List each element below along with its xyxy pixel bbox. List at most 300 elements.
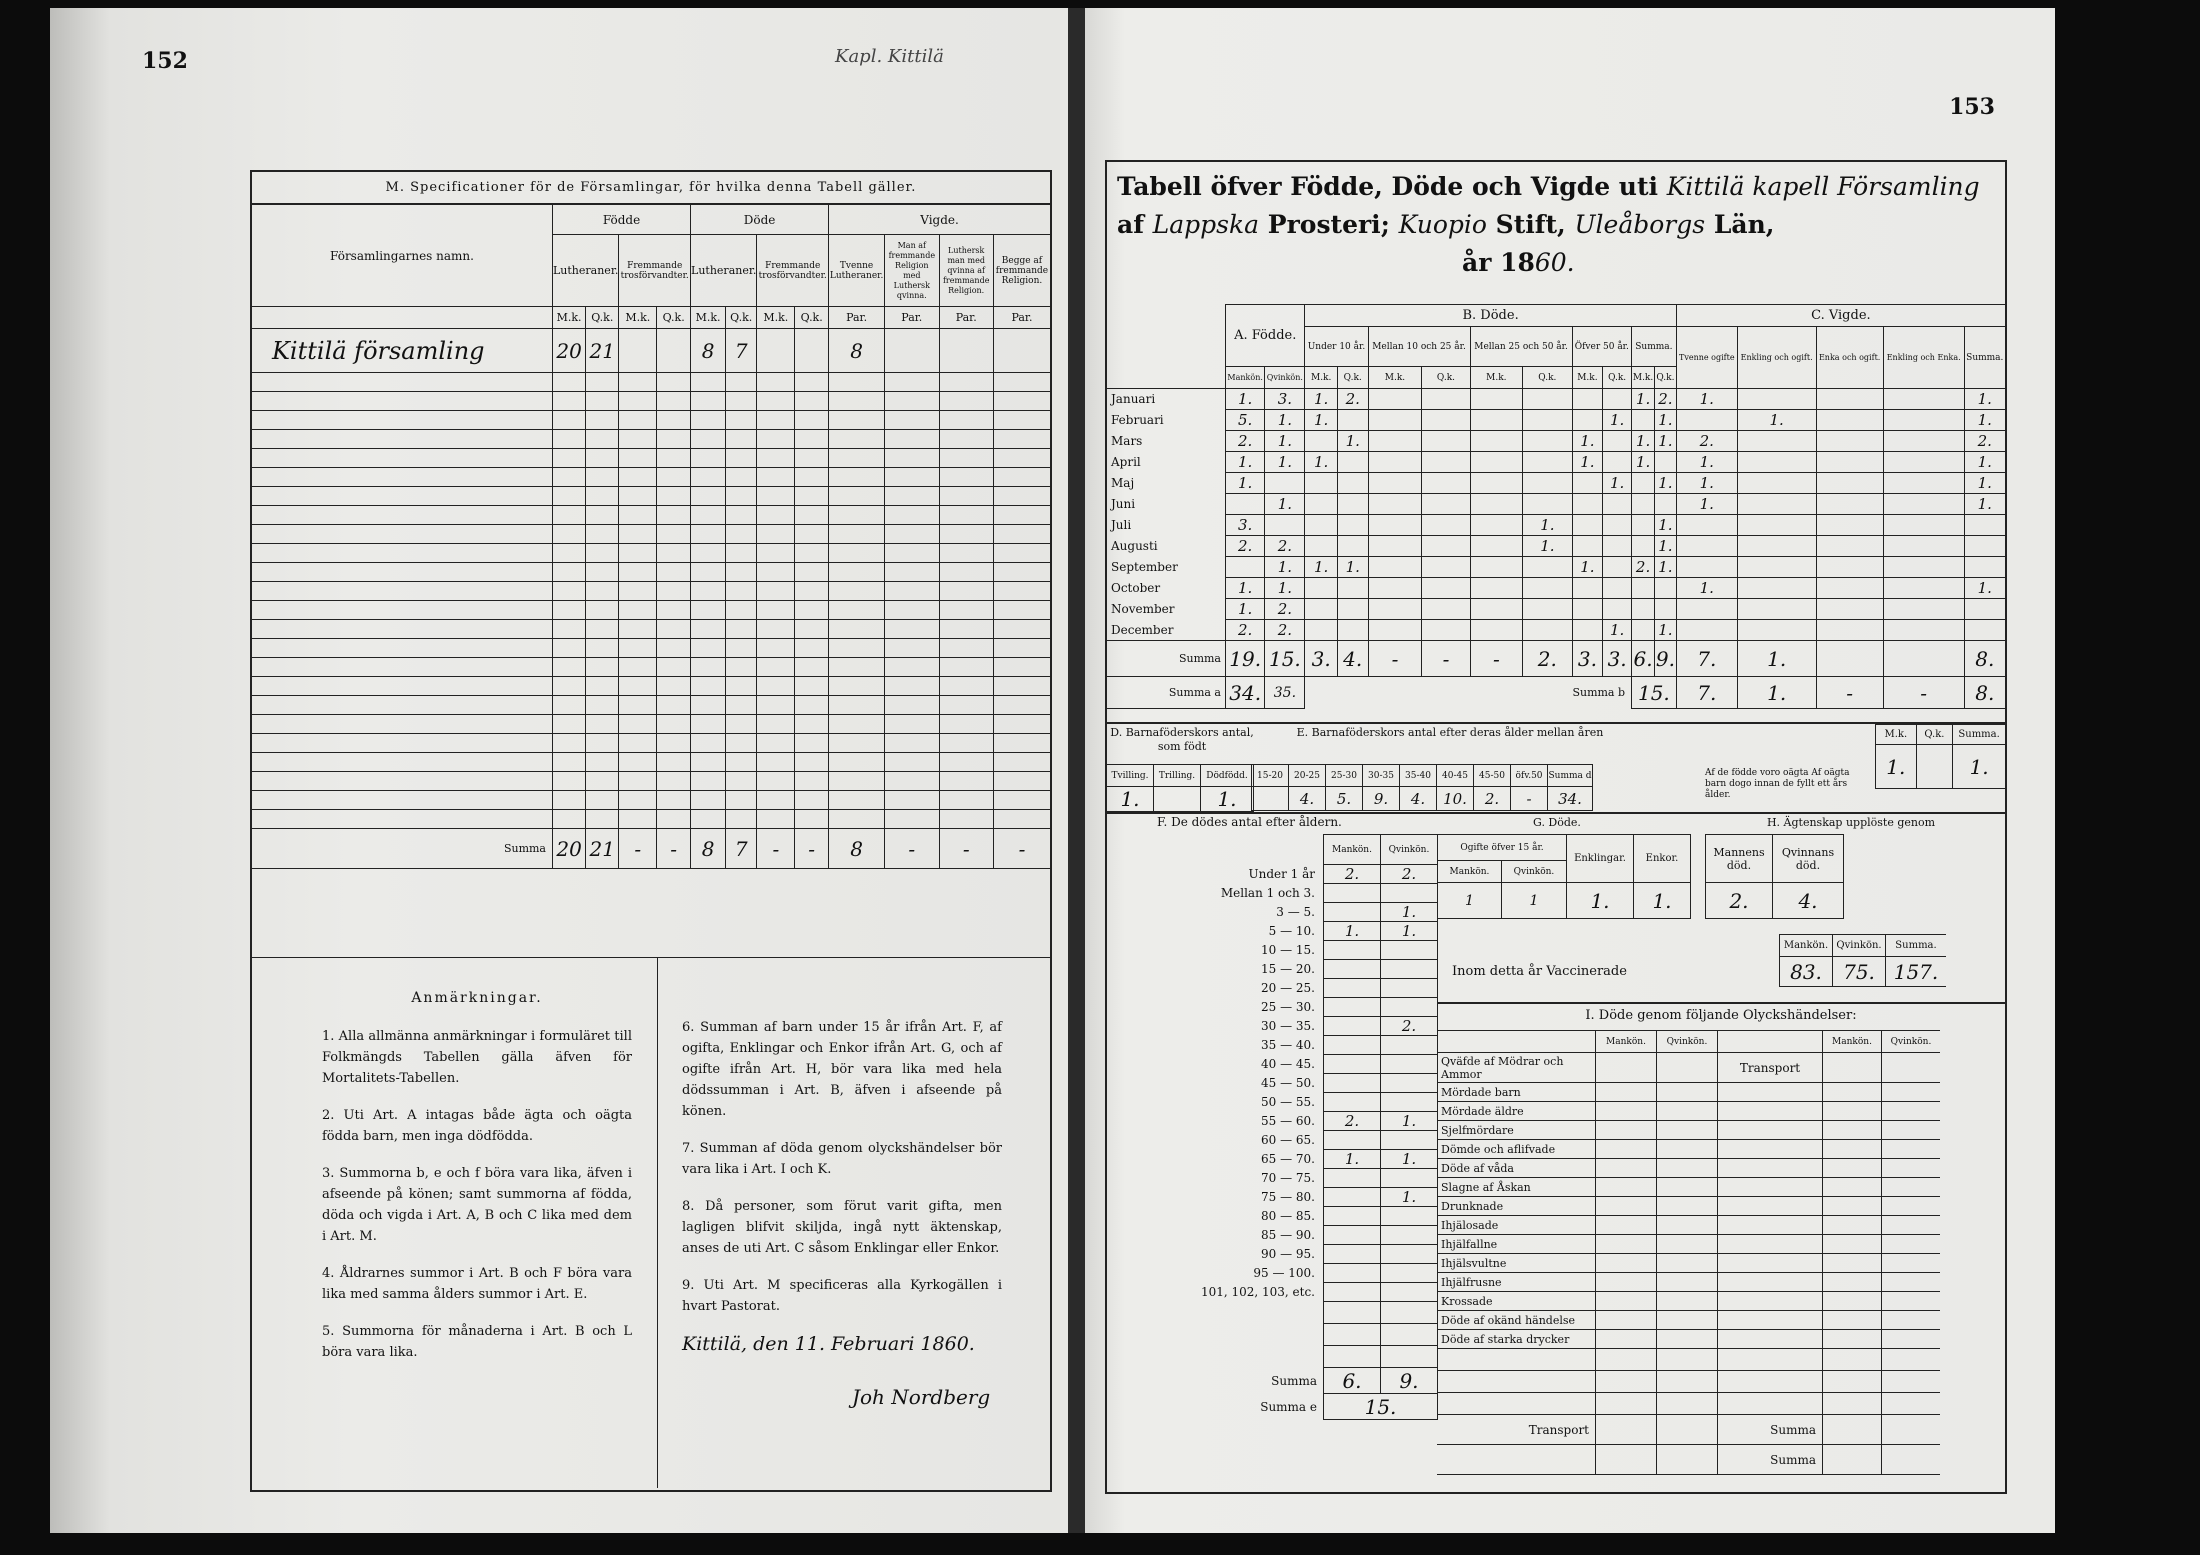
blank-cell <box>757 734 795 753</box>
month-value-cell: 1. <box>1305 452 1338 473</box>
blank-cell <box>586 468 619 487</box>
note-1: 1. Alla allmänna anmärkningar i formuläret till Folkmängds Tabellen gälla äfven för Mortalitets-Tabellen. <box>322 1029 632 1086</box>
month-value-cell <box>1816 389 1883 410</box>
month-value-cell <box>1470 410 1523 431</box>
month-value-cell <box>1737 578 1816 599</box>
month-value-cell <box>1305 515 1338 536</box>
f-qvinkon-cell <box>1381 1036 1438 1055</box>
month-value-cell: 1. <box>1964 410 2005 431</box>
h-title: H. Ägtenskap upplöste genom <box>1766 816 1936 829</box>
blank-cell <box>993 449 1050 468</box>
month-value-cell <box>1470 578 1523 599</box>
month-row <box>1107 431 2005 452</box>
blank-cell <box>619 506 657 525</box>
h-col: Mannens död. <box>1706 835 1773 883</box>
i-accident-row <box>1437 1159 1940 1178</box>
i-mankon-cell <box>1823 1159 1882 1178</box>
blank-cell <box>726 582 757 601</box>
blank-cell <box>619 487 657 506</box>
month-value-cell <box>1337 578 1368 599</box>
blank-cell <box>829 525 885 544</box>
form-frame <box>250 170 1052 1492</box>
month-value-cell <box>1816 452 1883 473</box>
header-c-sub: Summa. <box>1964 327 2005 389</box>
blank-cell <box>252 411 553 430</box>
f-mankon-cell <box>1324 960 1381 979</box>
col-mk: M.k. <box>757 307 795 329</box>
month-value-cell <box>1305 494 1338 515</box>
i-head-qvinkon-2: Qvinkön. <box>1882 1031 1941 1053</box>
col-qk: Q.k. <box>795 307 829 329</box>
blank-cell <box>885 392 939 411</box>
g-col: Enklingar. <box>1567 835 1634 883</box>
month-value-cell <box>1368 536 1422 557</box>
header-lutheraner-dode: Lutheraner. <box>691 235 757 307</box>
blank-cell <box>829 449 885 468</box>
blank-cell <box>691 639 726 658</box>
f-age-label: 50 — 55. <box>1261 1095 1315 1109</box>
i-accident-label: Ihjälfrusne <box>1437 1273 1596 1292</box>
month-value-cell: 2. <box>1964 431 2005 452</box>
month-value-cell <box>1422 599 1470 620</box>
f-mankon-cell: 1. <box>1324 1150 1381 1169</box>
blank-cell <box>829 639 885 658</box>
i-qvinkon-cell <box>1882 1292 1941 1311</box>
blank-cell <box>829 715 885 734</box>
blank-cell <box>885 582 939 601</box>
blank-cell <box>939 791 993 810</box>
f-head-mankon: Mankön. <box>1324 835 1381 865</box>
blank-cell <box>553 468 586 487</box>
blank-cell <box>657 430 691 449</box>
blank-cell <box>691 525 726 544</box>
blank-cell <box>657 392 691 411</box>
blank-cell <box>586 620 619 639</box>
f-age-label: 20 — 25. <box>1261 981 1315 995</box>
f-age-label: 85 — 90. <box>1261 1228 1315 1242</box>
blank-cell <box>252 582 553 601</box>
e-val: 10. <box>1437 787 1474 811</box>
month-value-cell <box>1676 536 1737 557</box>
e-table <box>1251 764 1593 811</box>
page-number-right: 153 <box>1949 94 1995 120</box>
blank-cell <box>726 715 757 734</box>
month-row <box>1107 536 2005 557</box>
blank-row <box>252 525 1050 544</box>
i-accident-row <box>1437 1254 1940 1273</box>
blank-cell <box>829 620 885 639</box>
blank-cell <box>252 392 553 411</box>
header-c: C. Vigde. <box>1676 305 2005 327</box>
note-3: 3. Summorna b, e och f böra vara lika, äfven i afseende på könen; samt summorna af födda, döda och vigda i Art. A, B och C lika med dem i Art. M. <box>322 1166 632 1244</box>
blank-cell <box>657 449 691 468</box>
blank-cell <box>885 753 939 772</box>
b-head-mk: M.k. <box>1572 367 1603 389</box>
f-age-row <box>1107 1207 1438 1226</box>
f-mankon-cell <box>1324 903 1381 922</box>
f-mankon-cell <box>1324 1055 1381 1074</box>
month-value-cell: 3. <box>1265 389 1305 410</box>
blank-cell <box>993 411 1050 430</box>
month-value-cell <box>1737 515 1816 536</box>
blank-cell <box>795 734 829 753</box>
blank-cell <box>726 373 757 392</box>
blank-cell <box>252 430 553 449</box>
note-9: 9. Uti Art. M specificeras alla Kyrkogällen i hvart Pastorat. <box>682 1278 1002 1314</box>
f-summa-q: 9. <box>1381 1368 1438 1394</box>
blank-cell <box>939 620 993 639</box>
a-head-qvinkon: Qvinkön. <box>1265 367 1305 389</box>
d-val: 1. <box>1201 787 1254 812</box>
blank-cell <box>252 734 553 753</box>
i-transport-cell <box>1718 1159 1823 1178</box>
blank-cell <box>586 639 619 658</box>
summa-a-value: 34. <box>1226 677 1265 709</box>
blank-cell <box>795 506 829 525</box>
blank-cell <box>657 563 691 582</box>
page-number-left: 152 <box>142 48 188 74</box>
blank-cell <box>657 696 691 715</box>
header-c-sub: Enkling och Enka. <box>1883 327 1964 389</box>
f-age-label: 25 — 30. <box>1261 1000 1315 1014</box>
abc-summa-cell <box>1883 641 1964 677</box>
col-par: Par. <box>939 307 993 329</box>
f-mankon-cell <box>1324 998 1381 1017</box>
month-row <box>1107 410 2005 431</box>
blank-cell <box>795 582 829 601</box>
blank-cell <box>657 734 691 753</box>
blank-cell <box>829 791 885 810</box>
month-value-cell <box>1305 578 1338 599</box>
blank-cell <box>586 791 619 810</box>
blank-cell <box>691 392 726 411</box>
month-value-cell <box>1368 410 1422 431</box>
f-age-row <box>1107 941 1438 960</box>
blank-cell <box>619 772 657 791</box>
blank-cell <box>691 544 726 563</box>
month-row <box>1107 515 2005 536</box>
e-val: 2. <box>1474 787 1511 811</box>
blank-cell <box>795 791 829 810</box>
month-value-cell: 1. <box>1964 473 2005 494</box>
abc-summa-cell: 2. <box>1523 641 1572 677</box>
b-head-qk: Q.k. <box>1337 367 1368 389</box>
blank-cell <box>657 715 691 734</box>
month-value-cell <box>1603 557 1632 578</box>
header-dode: Döde <box>691 205 829 235</box>
month-label: Juli <box>1107 515 1226 536</box>
blank-cell <box>829 430 885 449</box>
ogta-head: Summa. <box>1953 725 2005 745</box>
month-value-cell <box>1265 473 1305 494</box>
month-value-cell <box>1737 557 1816 578</box>
abc-summa-cell: 7. <box>1676 641 1737 677</box>
blank-cell <box>939 582 993 601</box>
blank-cell <box>619 582 657 601</box>
blank-cell <box>726 487 757 506</box>
blank-cell <box>586 563 619 582</box>
summa-cell: - <box>885 829 939 869</box>
blank-cell <box>885 639 939 658</box>
month-value-cell <box>1368 389 1422 410</box>
f-summa-label: Summa <box>1271 1373 1317 1388</box>
blank-cell <box>657 506 691 525</box>
blank-cell <box>553 392 586 411</box>
blank-cell <box>829 810 885 829</box>
i-head-mankon: Mankön. <box>1596 1031 1657 1053</box>
i-qvinkon-cell <box>1657 1083 1718 1102</box>
month-value-cell: 1. <box>1305 410 1338 431</box>
month-value-cell: 1. <box>1305 389 1338 410</box>
month-value-cell <box>1572 515 1603 536</box>
summa-cell: - <box>939 829 993 869</box>
g-col: Ogifte öfver 15 år. <box>1438 835 1567 861</box>
i-mankon-cell <box>1823 1121 1882 1140</box>
month-value-cell <box>1523 620 1572 641</box>
header-c-sub: Enka och ogift. <box>1816 327 1883 389</box>
blank-cell <box>939 772 993 791</box>
i-mankon-cell <box>1596 1121 1657 1140</box>
blank-cell <box>939 696 993 715</box>
blank-cell <box>619 544 657 563</box>
month-value-cell <box>1964 515 2005 536</box>
blank-cell <box>252 525 553 544</box>
i-accident-label: Ihjälsvultne <box>1437 1254 1596 1273</box>
i-mankon-cell <box>1823 1102 1882 1121</box>
blank-cell <box>795 544 829 563</box>
i-accident-row <box>1437 1292 1940 1311</box>
header-vigde: Vigde. <box>829 205 1050 235</box>
note-5: 5. Summorna för månaderna i Art. B och L böra vara lika. <box>322 1324 632 1360</box>
f-age-label: 65 — 70. <box>1261 1152 1315 1166</box>
blank-cell <box>657 810 691 829</box>
blank-cell <box>586 544 619 563</box>
col-qk: Q.k. <box>586 307 619 329</box>
e-col: 45-50 <box>1474 765 1511 787</box>
blank-cell <box>619 392 657 411</box>
month-value-cell: 2. <box>1226 431 1265 452</box>
blank-cell <box>691 810 726 829</box>
month-label: Mars <box>1107 431 1226 452</box>
i-qvinkon-cell <box>1657 1178 1718 1197</box>
blank-cell <box>691 430 726 449</box>
blank-cell <box>939 734 993 753</box>
blank-cell <box>553 373 586 392</box>
blank-cell <box>885 715 939 734</box>
blank-cell <box>829 601 885 620</box>
blank-cell <box>726 392 757 411</box>
blank-row <box>252 658 1050 677</box>
e-val: 9. <box>1363 787 1400 811</box>
i-qvinkon-cell <box>1657 1053 1718 1083</box>
month-value-cell <box>1676 620 1737 641</box>
month-value-cell: 1. <box>1676 473 1737 494</box>
i-mankon-cell <box>1823 1197 1882 1216</box>
i-transport-cell <box>1718 1197 1823 1216</box>
i-transport-label: Transport <box>1437 1415 1596 1445</box>
i-accident-row <box>1437 1140 1940 1159</box>
month-value-cell <box>1422 557 1470 578</box>
blank-cell <box>726 639 757 658</box>
abc-summa-cell: 4. <box>1337 641 1368 677</box>
e-col: Summa d <box>1548 765 1593 787</box>
month-value-cell: 1. <box>1603 473 1632 494</box>
blank-cell <box>586 506 619 525</box>
blank-cell <box>586 677 619 696</box>
month-value-cell <box>1368 578 1422 599</box>
i-mankon-cell <box>1823 1254 1882 1273</box>
blank-cell <box>726 601 757 620</box>
blank-cell <box>619 753 657 772</box>
summa-label: Summa <box>252 829 553 869</box>
f-age-label: 3 — 5. <box>1276 905 1315 919</box>
month-value-cell <box>1632 410 1655 431</box>
month-value-cell <box>1337 599 1368 620</box>
blank-cell <box>553 810 586 829</box>
blank-cell <box>553 544 586 563</box>
month-value-cell: 1. <box>1265 410 1305 431</box>
month-value-cell <box>1572 599 1603 620</box>
month-value-cell: 1. <box>1265 557 1305 578</box>
blank-cell <box>993 373 1050 392</box>
i-table <box>1437 1030 1940 1475</box>
blank-cell <box>795 810 829 829</box>
vacc-val: 75. <box>1833 957 1886 987</box>
vacc-val: 83. <box>1780 957 1833 987</box>
month-value-cell <box>1523 452 1572 473</box>
month-value-cell: 1. <box>1265 578 1305 599</box>
i-transport-cell <box>1718 1102 1823 1121</box>
blank-cell <box>885 734 939 753</box>
f-head-qvinkon: Qvinkön. <box>1381 835 1438 865</box>
month-value-cell <box>1422 431 1470 452</box>
i-accident-row <box>1437 1235 1940 1254</box>
blank-cell <box>726 544 757 563</box>
col-mk: M.k. <box>619 307 657 329</box>
parish-entry: Kittilä församling <box>252 329 553 373</box>
blank-cell <box>939 468 993 487</box>
month-value-cell <box>1816 494 1883 515</box>
header-fodde: Födde <box>553 205 691 235</box>
i-mankon-cell <box>1823 1235 1882 1254</box>
blank-cell <box>829 373 885 392</box>
month-value-cell: 1. <box>1676 578 1737 599</box>
summa-cell: - <box>657 829 691 869</box>
f-qvinkon-cell <box>1381 1207 1438 1226</box>
f-qvinkon-cell: 2. <box>1381 1017 1438 1036</box>
blank-cell <box>726 658 757 677</box>
month-value-cell <box>1737 620 1816 641</box>
month-value-cell <box>1523 410 1572 431</box>
blank-cell <box>586 715 619 734</box>
f-mankon-cell <box>1324 1207 1381 1226</box>
blank-cell <box>795 411 829 430</box>
d-table <box>1107 764 1254 812</box>
f-mankon-cell <box>1324 1264 1381 1283</box>
month-value-cell <box>1676 599 1737 620</box>
month-label: Augusti <box>1107 536 1226 557</box>
i-transport-cell <box>1718 1235 1823 1254</box>
i-accident-label: Mördade barn <box>1437 1083 1596 1102</box>
month-value-cell: 1. <box>1676 494 1737 515</box>
i-qvinkon-cell <box>1882 1178 1941 1197</box>
f-age-label: 35 — 40. <box>1261 1038 1315 1052</box>
summa-cell: - <box>795 829 829 869</box>
month-value-cell <box>1603 389 1632 410</box>
month-row <box>1107 452 2005 473</box>
month-value-cell <box>1337 536 1368 557</box>
blank-cell <box>885 449 939 468</box>
blank-cell <box>757 392 795 411</box>
blank-cell <box>691 620 726 639</box>
month-value-cell <box>1422 473 1470 494</box>
blank-cell <box>795 696 829 715</box>
blank-cell <box>691 487 726 506</box>
e-col: 35-40 <box>1400 765 1437 787</box>
abc-summa-cell: 19. <box>1226 641 1265 677</box>
month-value-cell <box>1305 431 1338 452</box>
month-value-cell <box>1737 494 1816 515</box>
g-val: 1 <box>1438 883 1502 919</box>
blank-cell <box>691 601 726 620</box>
f-age-label: 40 — 45. <box>1261 1057 1315 1071</box>
blank-cell <box>252 791 553 810</box>
e-col: öfv.50 <box>1511 765 1548 787</box>
month-value-cell: 1. <box>1305 557 1338 578</box>
e-val: - <box>1511 787 1548 811</box>
header-b-sub: Under 10 år. <box>1305 327 1368 367</box>
month-value-cell <box>1737 452 1816 473</box>
blank-cell <box>691 582 726 601</box>
month-value-cell <box>1572 473 1603 494</box>
e-col: 40-45 <box>1437 765 1474 787</box>
blank-cell <box>795 639 829 658</box>
f-mankon-cell <box>1324 884 1381 903</box>
f-qvinkon-cell <box>1381 1169 1438 1188</box>
i-qvinkon-cell <box>1657 1140 1718 1159</box>
i-accident-label: Döde af starka drycker <box>1437 1330 1596 1349</box>
month-value-cell <box>1603 431 1632 452</box>
month-value-cell <box>1368 494 1422 515</box>
blank-cell <box>726 734 757 753</box>
blank-cell <box>885 696 939 715</box>
f-table <box>1107 834 1438 1420</box>
right-page <box>1085 8 2055 1533</box>
i-qvinkon-cell <box>1657 1121 1718 1140</box>
i-transport-cell <box>1718 1083 1823 1102</box>
blank-cell <box>795 620 829 639</box>
blank-cell <box>993 791 1050 810</box>
f-qvinkon-cell <box>1381 1283 1438 1302</box>
month-value-cell: 1. <box>1523 536 1572 557</box>
f-mankon-cell <box>1324 1169 1381 1188</box>
month-value-cell <box>1676 410 1737 431</box>
month-value-cell: 1. <box>1655 410 1677 431</box>
header-b-sub: Summa. <box>1632 327 1677 367</box>
blank-cell <box>795 449 829 468</box>
f-age-row <box>1107 1036 1438 1055</box>
title-part: Stift, <box>1495 210 1566 239</box>
month-value-cell <box>1816 620 1883 641</box>
ogta-text: Af de födde voro oägta Af oägta barn dogo innan de fyllt ett års ålder. <box>1705 768 1850 800</box>
table-frame <box>1105 160 2007 1494</box>
blank-cell <box>939 810 993 829</box>
blank-cell <box>657 525 691 544</box>
g-col: Enkor. <box>1634 835 1691 883</box>
blank-cell <box>885 525 939 544</box>
month-row <box>1107 578 2005 599</box>
blank-cell <box>586 449 619 468</box>
